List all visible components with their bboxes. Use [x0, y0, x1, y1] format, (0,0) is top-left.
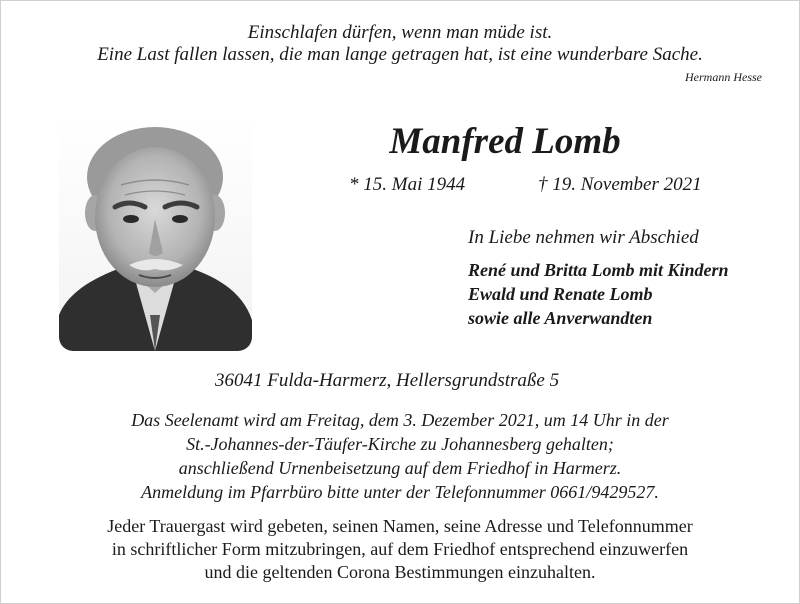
mourner-line: Ewald und Renate Lomb [468, 284, 653, 304]
portrait-photo [59, 115, 252, 351]
quote-author: Hermann Hesse [685, 70, 762, 84]
notice-line: und die geltenden Corona Bestimmungen einzuhalten. [204, 562, 596, 582]
mourners-list [468, 258, 729, 330]
deceased-name: Manfred Lomb [389, 121, 621, 162]
service-line: Das Seelenamt wird am Freitag, dem 3. Dezember 2021, um 14 Uhr in der [131, 410, 669, 430]
service-line: St.-Johannes-der-Täufer-Kirche zu Johannesberg gehalten; [186, 434, 614, 454]
notice-line: in schriftlicher Form mitzubringen, auf dem Friedhof entsprechend einzuwerfen [111, 539, 689, 559]
quote-line-1: Einschlafen dürfen, wenn man müde ist. [247, 22, 553, 43]
service-line: Anmeldung im Pfarrbüro bitte unter der Telefonnummer 0661/9429527. [141, 482, 659, 502]
farewell-line: In Liebe nehmen wir Abschied [468, 227, 699, 248]
quote-line-2: Eine Last fallen lassen, die man lange getragen hat, ist eine wunderbare Sache. [97, 44, 703, 65]
birth-date: * 15. Mai 1944 [349, 174, 466, 195]
mourner-line: sowie alle Anverwandten [468, 308, 653, 328]
notice-line: Jeder Trauergast wird gebeten, seinen Namen, seine Adresse und Telefonnummer [107, 516, 693, 536]
death-date: † 19. November 2021 [538, 174, 702, 195]
address: 36041 Fulda-Harmerz, Hellersgrundstraße 5 [215, 370, 560, 391]
guests-notice [0, 515, 800, 584]
service-line: anschließend Urnenbeisetzung auf dem Friedhof in Harmerz. [178, 458, 622, 478]
service-info [0, 408, 800, 504]
mourner-line: René und Britta Lomb mit Kindern [468, 260, 729, 280]
